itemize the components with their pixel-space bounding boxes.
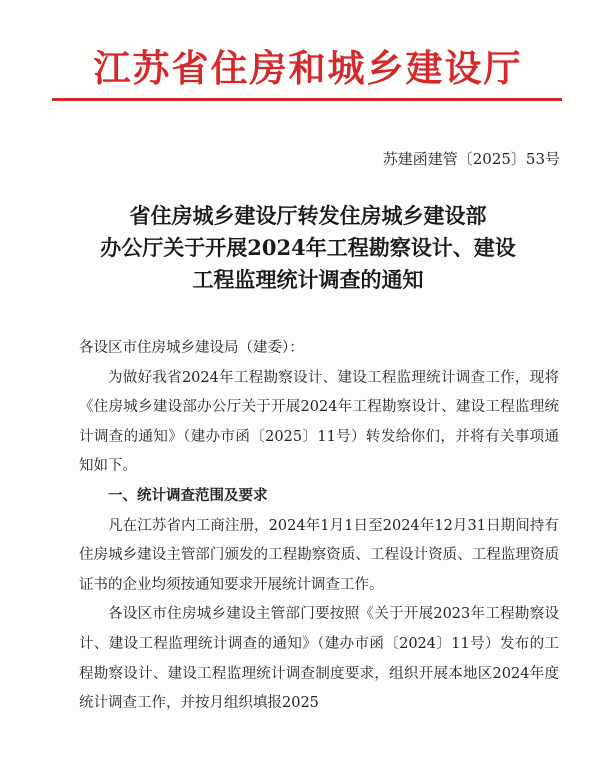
issuer-header: 江苏省住房和城乡建设厅 [93, 46, 523, 90]
header-divider [52, 98, 562, 101]
salutation: 各设区市住房城乡建设局（建委）： [79, 340, 304, 356]
title-line: 工程监理统计调查的通知 [192, 267, 424, 292]
document-body [79, 334, 559, 719]
paragraph-requirements: 各设区市住房城乡建设主管部门要按照《关于开展2023年工程勘察设计、建设工程监理统计调查的通知》（建办市函〔2024〕11号）发布的工程勘察设计、建设工程监理统计调查制度要求，组织开展本地区2024年度统计调查工作，并按月组织填报2025 [79, 606, 559, 712]
section-heading: 一、统计调查范围及要求 [108, 487, 268, 504]
title-line: 省住房城乡建设厅转发住房城乡建设部 [129, 203, 487, 228]
document-number: 苏建函建管〔2025〕53号 [382, 150, 560, 168]
paragraph-intro: 为做好我省2024年工程勘察设计、建设工程监理统计调查工作，现将《住房城乡建设部办公厅关于开展2024年工程勘察设计、建设工程监理统计调查的通知》（建办市函〔2025〕11号）转发给你们，并将有关事项通知如下。 [79, 369, 559, 475]
title-line: 办公厅关于开展2024年工程勘察设计、建设 [100, 235, 516, 260]
paragraph-scope: 凡在江苏省内工商注册，2024年1月1日至2024年12月31日期间持有住房城乡建设主管部门颁发的工程勘察资质、工程设计资质、工程监理资质证书的企业均须按通知要求开展统计调查工作。 [79, 517, 559, 593]
document-title [0, 200, 616, 296]
